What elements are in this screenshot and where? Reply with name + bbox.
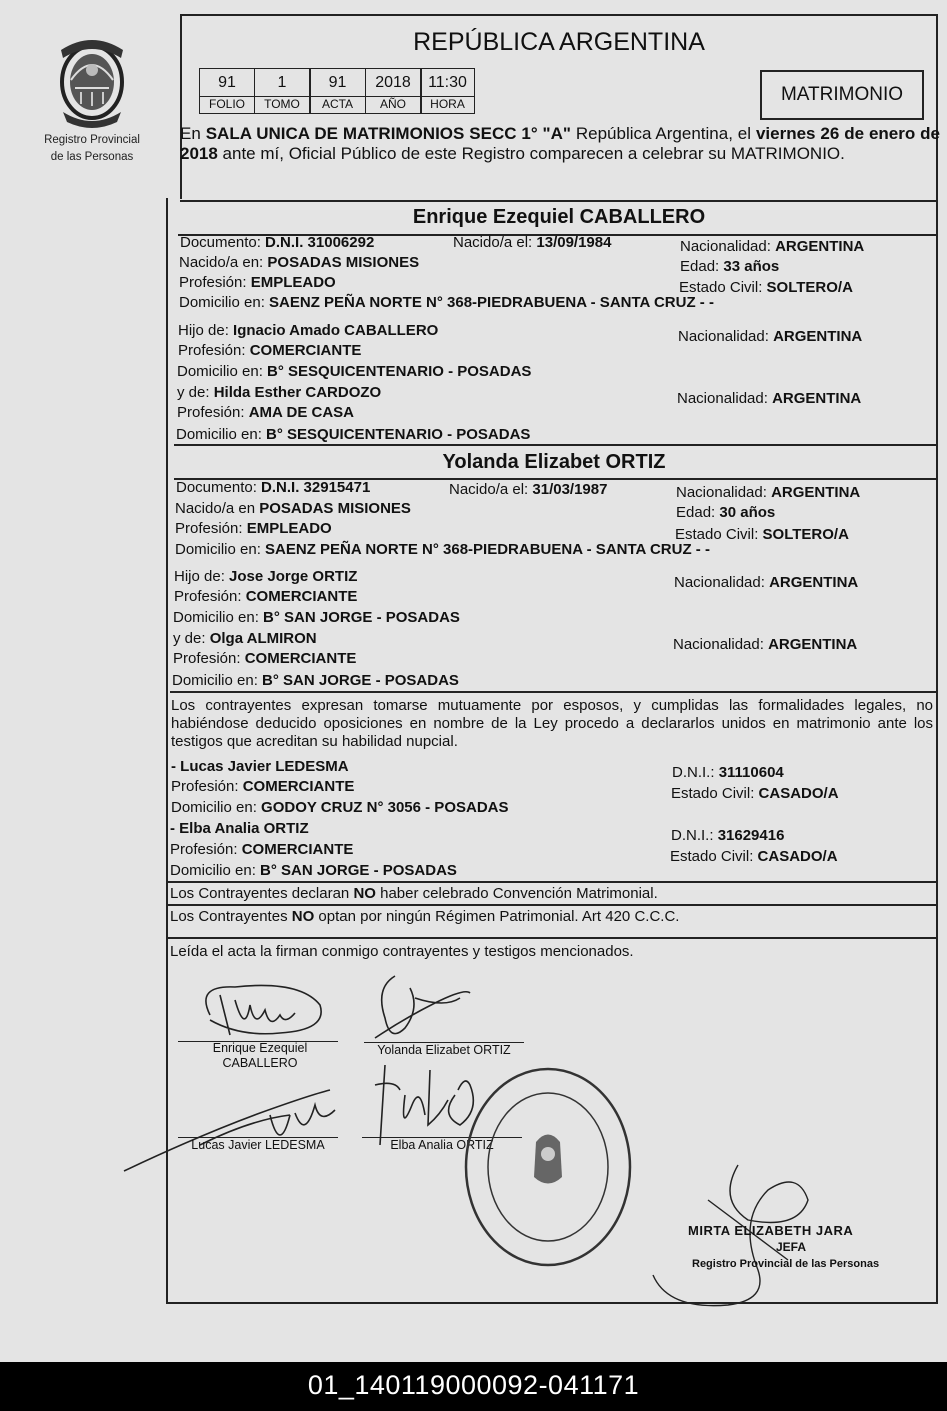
misiones-seal-icon (51, 30, 133, 130)
witness1-profession: Profesión: COMERCIANTE (171, 778, 355, 795)
intro-text-1: En (180, 124, 206, 143)
divider (180, 200, 938, 202)
folio-label: FOLIO (208, 97, 245, 111)
divider (170, 691, 938, 693)
spouse1-father-address: Domicilio en: B° SESQUICENTENARIO - POSADAS (177, 363, 532, 380)
spouse1-name-heading: Enrique Ezequiel CABALLERO (412, 206, 706, 228)
spouse2-father-nationality: Nacionalidad: ARGENTINA (674, 574, 859, 591)
spouse2-father: Hijo de: Jose Jorge ORTIZ (174, 568, 358, 585)
tomo-label: TOMO (264, 97, 300, 111)
signature-label-witness1: Lucas Javier LEDESMA (191, 1138, 325, 1152)
frame-top-border (180, 14, 938, 16)
declaration-paragraph: Los contrayentes expresan tomarse mutuamente por esposos, y cumplidas las formalidades legales, no habiéndose deducido oposiciones en nombre de la Ley procedo a declararlos unidos en matrimonio ante los testigos que acreditan su habilidad nupcial. (171, 697, 933, 750)
spouse1-age: Edad: 33 años (680, 258, 780, 275)
witness2-civil-status: Estado Civil: CASADO/A (670, 848, 838, 865)
divider (168, 904, 938, 906)
spouse1-father-profession: Profesión: COMERCIANTE (178, 342, 362, 359)
spouse1-birth-place: Nacido/a en: POSADAS MISIONES (179, 254, 420, 271)
acta-value: 91 (310, 69, 365, 97)
registry-name-line2: de las Personas (50, 151, 134, 163)
witness1-dni: D.N.I.: 31110604 (672, 764, 784, 781)
registry-name-line1: Registro Provincial (44, 134, 140, 146)
official-round-stamp-icon (458, 1062, 638, 1272)
spouse2-mother: y de: Olga ALMIRON (173, 630, 317, 647)
witness2-profession: Profesión: COMERCIANTE (170, 841, 354, 858)
spouse2-mother-nationality: Nacionalidad: ARGENTINA (673, 636, 858, 653)
divider (174, 444, 938, 446)
hora-cell (420, 68, 475, 114)
signature-label-spouse2: Yolanda Elizabet ORTIZ (377, 1043, 511, 1057)
signature-label-spouse1: Enrique Ezequiel CABALLERO (212, 1041, 308, 1070)
spouse1-mother-profession: Profesión: AMA DE CASA (177, 404, 354, 421)
hora-value: 11:30 (421, 69, 474, 97)
spouse1-birth-date: Nacido/a el: 13/09/1984 (453, 234, 612, 251)
spouse2-age: Edad: 30 años (676, 504, 776, 521)
tomo-value: 1 (255, 69, 310, 97)
patrimonial-regime-statement: Los Contrayentes NO optan por ningún Régimen Patrimonial. Art 420 C.C.C. (170, 908, 680, 925)
acta-label: ACTA (321, 97, 354, 111)
intro-venue: SALA UNICA DE MATRIMONIOS SECC 1° "A" (205, 124, 571, 143)
tomo-cell (254, 68, 311, 114)
signature-spouse1-icon (190, 975, 330, 1045)
spouse1-address: Domicilio en: SAENZ PEÑA NORTE N° 368-PIEDRABUENA - SANTA CRUZ - - (179, 294, 714, 311)
folio-cell (199, 68, 255, 114)
intro-paragraph (180, 124, 940, 164)
spouse1-mother-nationality: Nacionalidad: ARGENTINA (677, 390, 862, 407)
official-title: JEFA (776, 1240, 807, 1254)
spouse1-father-nationality: Nacionalidad: ARGENTINA (678, 328, 863, 345)
spouse2-father-address: Domicilio en: B° SAN JORGE - POSADAS (173, 609, 460, 626)
witness2-dni: D.N.I.: 31629416 (671, 827, 785, 844)
official-organization: Registro Provincial de las Personas (692, 1258, 880, 1270)
spouse2-document: Documento: D.N.I. 32915471 (176, 479, 371, 496)
spouse2-father-profession: Profesión: COMERCIANTE (174, 588, 358, 605)
record-type-box: MATRIMONIO (760, 70, 924, 120)
folio-value: 91 (200, 69, 254, 97)
witness1-civil-status: Estado Civil: CASADO/A (671, 785, 839, 802)
spouse1-father: Hijo de: Ignacio Amado CABALLERO (178, 322, 439, 339)
convention-statement: Los Contrayentes declaran NO haber celebrado Convención Matrimonial. (170, 885, 658, 902)
hora-label: HORA (430, 97, 465, 111)
spouse1-mother: y de: Hilda Esther CARDOZO (177, 384, 382, 401)
signature-label-witness2: Elba Analia ORTIZ (390, 1138, 494, 1152)
acta-cell (309, 68, 366, 114)
reading-statement: Leída el acta la firman conmigo contrayentes y testigos mencionados. (170, 943, 634, 960)
intro-date: viernes 26 de enero de 2018 (180, 124, 940, 163)
spouse1-nationality: Nacionalidad: ARGENTINA (680, 238, 865, 255)
signature-spouse2-icon (365, 968, 485, 1048)
witness2-address: Domicilio en: B° SAN JORGE - POSADAS (170, 862, 457, 879)
spouse2-mother-address: Domicilio en: B° SAN JORGE - POSADAS (172, 672, 459, 689)
witness2-name: - Elba Analia ORTIZ (170, 820, 309, 837)
spouse1-document: Documento: D.N.I. 31006292 (180, 234, 375, 251)
spouse1-civil-status: Estado Civil: SOLTERO/A (679, 279, 853, 296)
spouse2-name-heading: Yolanda Elizabet ORTIZ (442, 451, 666, 473)
spouse1-profession: Profesión: EMPLEADO (179, 274, 336, 291)
spouse2-civil-status: Estado Civil: SOLTERO/A (675, 526, 849, 543)
record-index-cells (199, 68, 474, 114)
anio-cell (365, 68, 422, 114)
spouse2-birth-place: Nacido/a en POSADAS MISIONES (175, 500, 411, 517)
spouse2-birth-date: Nacido/a el: 31/03/1987 (449, 481, 608, 498)
witness1-address: Domicilio en: GODOY CRUZ N° 3056 - POSADAS (171, 799, 509, 816)
spouse2-profession: Profesión: EMPLEADO (175, 520, 332, 537)
document-code-footer: 01_140119000092-041171 (0, 1362, 947, 1411)
spouse2-nationality: Nacionalidad: ARGENTINA (676, 484, 861, 501)
witness1-name: - Lucas Javier LEDESMA (171, 758, 349, 775)
anio-value: 2018 (366, 69, 421, 97)
spouse2-mother-profession: Profesión: COMERCIANTE (173, 650, 357, 667)
anio-label: AÑO (379, 97, 406, 111)
signature-witness1-icon (120, 1085, 350, 1175)
intro-text-2: República Argentina, el (570, 124, 756, 143)
registry-logo (36, 30, 148, 164)
page-title: REPÚBLICA ARGENTINA (413, 28, 705, 56)
divider (168, 881, 938, 883)
spouse1-mother-address: Domicilio en: B° SESQUICENTENARIO - POSADAS (176, 426, 531, 443)
official-name: MIRTA ELIZABETH JARA (688, 1223, 854, 1238)
divider (168, 937, 938, 939)
spouse2-address: Domicilio en: SAENZ PEÑA NORTE N° 368-PIEDRABUENA - SANTA CRUZ - - (175, 541, 710, 558)
intro-text-3: ante mí, Oficial Público de este Registro comparecen a celebrar su MATRIMONIO. (217, 144, 845, 163)
